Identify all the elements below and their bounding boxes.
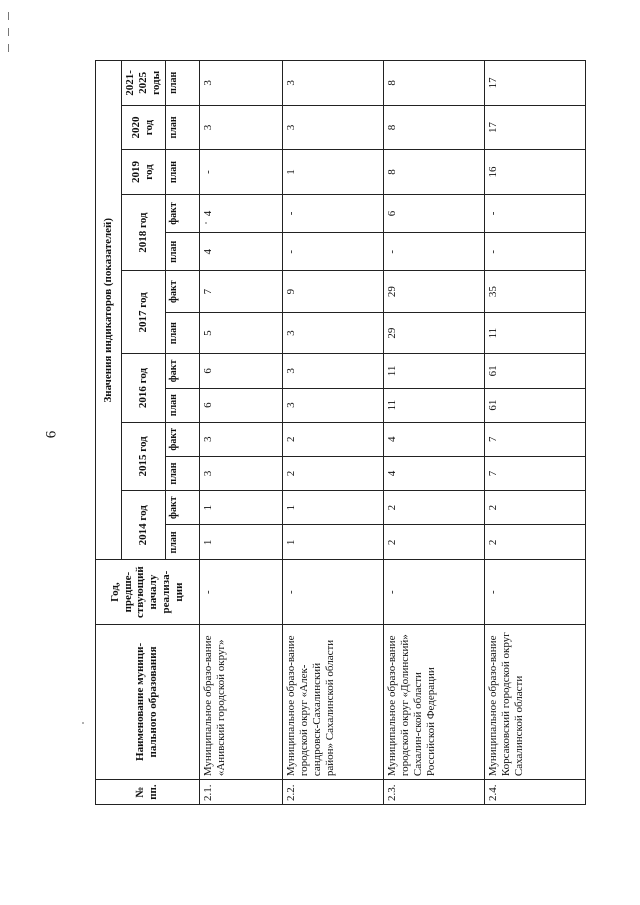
municipality-name: Муниципальное образо-вание городской округ «Долинский» Сахалин-ской области Российской Федерации: [383, 624, 484, 779]
header-fact: факт: [165, 422, 199, 456]
header-prev-year: Год, предше-ствующий началу реализа-ции: [96, 560, 200, 624]
prev-year-value: -: [199, 560, 282, 624]
cell-value: 7: [199, 271, 282, 312]
prev-year-value: -: [383, 560, 484, 624]
table-row: [484, 61, 585, 805]
scan-mark: [8, 44, 9, 52]
cell-value: 61: [484, 388, 585, 422]
header-plan: план: [165, 525, 199, 560]
header-plan: план: [165, 312, 199, 353]
cell-value: 8: [383, 150, 484, 195]
cell-value: 11: [484, 312, 585, 353]
prev-year-value: -: [282, 560, 383, 624]
header-no: № пп.: [96, 780, 200, 805]
cell-value: 2: [383, 491, 484, 525]
table-row: [282, 61, 383, 805]
cell-value: 4: [199, 194, 282, 232]
header-plan: план: [165, 233, 199, 271]
cell-value: 6: [383, 194, 484, 232]
cell-value: 2: [383, 525, 484, 560]
row-number: 2.2.: [282, 780, 383, 805]
header-fact: факт: [165, 271, 199, 312]
rotated-table-container: [95, 60, 640, 805]
scan-dot: [82, 722, 84, 724]
cell-value: 7: [484, 422, 585, 456]
cell-value: -: [282, 194, 383, 232]
header-year: 2016 год: [122, 354, 166, 422]
cell-value: -: [484, 233, 585, 271]
row-number: 2.4.: [484, 780, 585, 805]
header-year: 2021-2025 годы: [122, 61, 166, 106]
cell-value: 4: [199, 233, 282, 271]
cell-value: 3: [199, 422, 282, 456]
cell-value: 3: [282, 312, 383, 353]
header-year: 2018 год: [122, 194, 166, 271]
cell-value: 6: [199, 388, 282, 422]
header-name: Наименование муници-пального образования: [96, 624, 200, 779]
cell-value: 4: [383, 422, 484, 456]
municipality-name: Муниципальное образо-вание «Анивский городской округ»: [199, 624, 282, 779]
header-year: 2017 год: [122, 271, 166, 354]
cell-value: 1: [199, 525, 282, 560]
cell-value: 3: [282, 388, 383, 422]
cell-value: 1: [282, 525, 383, 560]
table-row: [199, 61, 282, 805]
municipality-name: Муниципальное образо-вание Корсаковский городской округ Сахалинской области: [484, 624, 585, 779]
cell-value: 3: [282, 105, 383, 150]
cell-value: 8: [383, 105, 484, 150]
municipality-name: Муниципальное образо-вание городской округ «Алек-сандровск-Сахалинский район» Сахалинской области: [282, 624, 383, 779]
cell-value: -: [484, 194, 585, 232]
scan-mark: [8, 28, 9, 36]
cell-value: 4: [383, 456, 484, 490]
cell-value: 1: [282, 491, 383, 525]
cell-value: 16: [484, 150, 585, 195]
cell-value: 8: [383, 61, 484, 106]
cell-value: 2: [484, 525, 585, 560]
cell-value: -: [199, 150, 282, 195]
scan-mark: [8, 12, 9, 20]
table-row: [383, 61, 484, 805]
cell-value: 3: [282, 354, 383, 388]
indicators-table: [95, 60, 586, 805]
header-fact: факт: [165, 354, 199, 388]
cell-value: 17: [484, 61, 585, 106]
cell-value: 1: [199, 491, 282, 525]
cell-value: 9: [282, 271, 383, 312]
header-values: Значения индикаторов (показателей): [96, 61, 122, 560]
page-number: 6: [43, 430, 60, 439]
cell-value: -: [282, 233, 383, 271]
cell-value: 3: [199, 456, 282, 490]
cell-value: 2: [282, 422, 383, 456]
cell-value: 3: [199, 105, 282, 150]
header-fact: факт: [165, 194, 199, 232]
cell-value: 5: [199, 312, 282, 353]
prev-year-value: -: [484, 560, 585, 624]
cell-value: 2: [282, 456, 383, 490]
cell-value: 11: [383, 354, 484, 388]
cell-value: 35: [484, 271, 585, 312]
cell-value: 29: [383, 271, 484, 312]
cell-value: 3: [282, 61, 383, 106]
cell-value: 6: [199, 354, 282, 388]
header-fact: факт: [165, 491, 199, 525]
cell-value: 17: [484, 105, 585, 150]
cell-value: 7: [484, 456, 585, 490]
header-year: 2019 год: [122, 150, 166, 195]
header-year: 2015 год: [122, 422, 166, 490]
header-plan: план: [165, 388, 199, 422]
cell-value: 29: [383, 312, 484, 353]
row-number: 2.1.: [199, 780, 282, 805]
cell-value: 61: [484, 354, 585, 388]
header-year: 2014 год: [122, 491, 166, 560]
header-plan: план: [165, 61, 199, 106]
cell-value: 1: [282, 150, 383, 195]
cell-value: 11: [383, 388, 484, 422]
header-year: 2020 год: [122, 105, 166, 150]
header-plan: план: [165, 105, 199, 150]
header-plan: план: [165, 456, 199, 490]
cell-value: -: [383, 233, 484, 271]
row-number: 2.3.: [383, 780, 484, 805]
header-plan: план: [165, 150, 199, 195]
cell-value: 3: [199, 61, 282, 106]
cell-value: 2: [484, 491, 585, 525]
